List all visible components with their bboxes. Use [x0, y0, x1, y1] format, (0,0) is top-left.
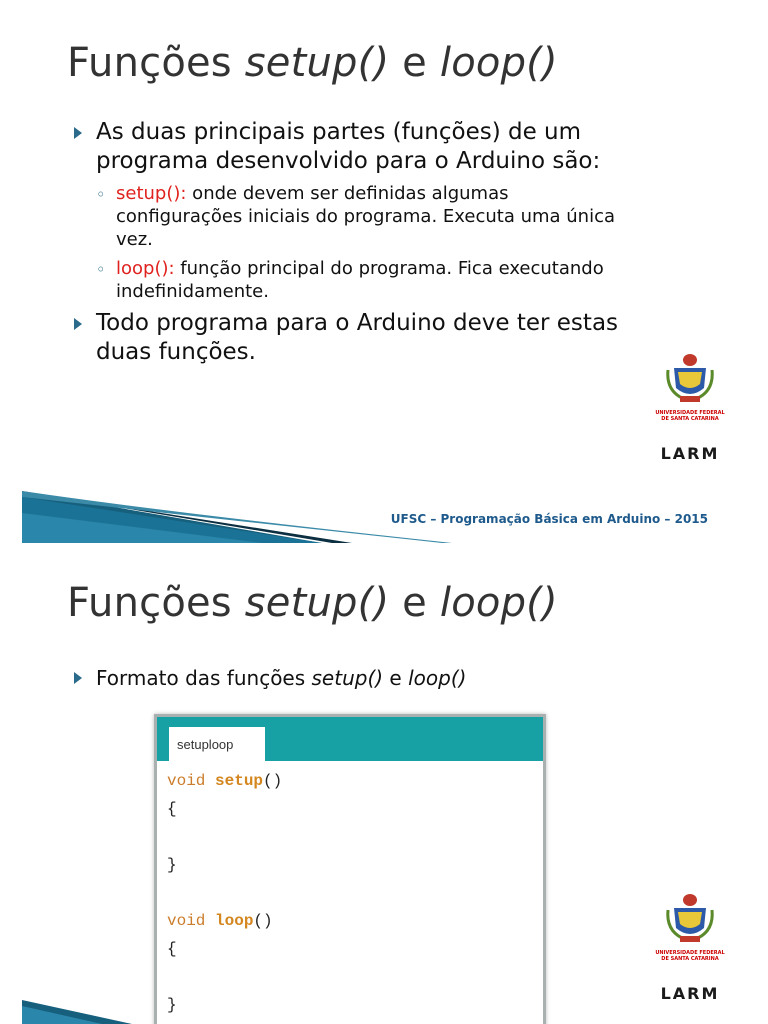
- slide-2: [22, 560, 746, 1024]
- ufsc-larm-logo: [646, 350, 734, 463]
- code-line-setup: [167, 767, 543, 795]
- slide-swoosh-decoration: [22, 453, 452, 543]
- slide-swoosh-decoration: [22, 1000, 142, 1024]
- triangle-bullet-icon: [74, 127, 82, 139]
- sub-bullet-setup: [74, 182, 634, 251]
- larm-logo-text: LARM: [660, 444, 720, 463]
- university-line-2: DE SANTA CATARINA: [661, 956, 719, 962]
- bullet-format-prefix: Formato das funções: [96, 666, 312, 690]
- university-line-1: UNIVERSIDADE FEDERAL: [655, 410, 725, 416]
- sub-bullet-loop-text: função principal do programa. Fica executando indefinidamente.: [116, 258, 604, 302]
- slide-1-bullets: [74, 118, 634, 373]
- code-parens: (): [263, 772, 283, 790]
- sub-bullet-setup-key: setup():: [116, 183, 187, 204]
- sub-bullet-setup-text: onde devem ser definidas algumas configurações iniciais do programa. Executa uma única vez.: [116, 183, 616, 250]
- slide-1-title: [67, 40, 558, 86]
- title-prefix: Funções: [67, 40, 245, 86]
- title-prefix: Funções: [67, 580, 245, 626]
- code-keyword: void: [167, 772, 206, 790]
- code-area: [157, 761, 543, 1019]
- code-open-brace: {: [167, 940, 177, 958]
- triangle-bullet-icon: [74, 672, 82, 684]
- university-name: [646, 410, 734, 422]
- bullet-format-setup: setup(): [311, 666, 384, 690]
- bullet-2-text: Todo programa para o Arduino deve ter estas duas funções.: [96, 310, 619, 365]
- slide-2-title: [67, 580, 558, 626]
- code-blank-line: [167, 963, 543, 991]
- ufsc-seal-icon: [664, 350, 716, 408]
- sub-bullet-loop-key: loop():: [116, 258, 175, 279]
- title-setup: setup(): [244, 40, 390, 86]
- ufsc-seal-icon: [664, 890, 716, 948]
- bullet-format: [74, 664, 634, 693]
- bullet-1-text: As duas principais partes (funções) de um programa desenvolvido para o Arduino são:: [96, 119, 601, 174]
- code-keyword: void: [167, 912, 206, 930]
- university-line-2: DE SANTA CATARINA: [661, 416, 719, 422]
- code-blank-line: [167, 823, 543, 851]
- sub-bullet-loop: [74, 257, 634, 303]
- title-setup: setup(): [244, 580, 390, 626]
- code-open-brace: {: [167, 800, 177, 818]
- university-name: [646, 950, 734, 962]
- title-mid: e: [389, 580, 440, 626]
- code-parens: (): [253, 912, 273, 930]
- bullet-1: [74, 118, 634, 176]
- title-loop: loop(): [439, 580, 558, 626]
- code-line-loop: [167, 907, 543, 935]
- code-close-brace: }: [167, 856, 177, 874]
- editor-tab-setuploop[interactable]: setuploop: [169, 727, 265, 761]
- university-line-1: UNIVERSIDADE FEDERAL: [655, 950, 725, 956]
- circle-bullet-icon: ◦: [96, 185, 106, 204]
- slide-2-bullets: [74, 664, 634, 699]
- code-blank-line: [167, 879, 543, 907]
- bullet-format-loop: loop(): [408, 666, 467, 690]
- title-loop: loop(): [439, 40, 558, 86]
- circle-bullet-icon: ◦: [96, 260, 106, 279]
- title-mid: e: [389, 40, 440, 86]
- bullet-2: [74, 309, 634, 367]
- triangle-bullet-icon: [74, 318, 82, 330]
- larm-logo-text: LARM: [660, 984, 720, 1003]
- slide-1: [22, 20, 746, 543]
- code-function-loop: loop: [215, 912, 254, 930]
- code-close-brace: }: [167, 996, 177, 1014]
- slide-footer: UFSC – Programação Básica em Arduino – 2015: [390, 512, 708, 526]
- editor-tab-bar: [157, 717, 543, 761]
- arduino-editor-screenshot: [154, 714, 546, 1024]
- bullet-format-mid: e: [383, 666, 409, 690]
- code-function-setup: setup: [215, 772, 264, 790]
- ufsc-larm-logo: [646, 890, 734, 1003]
